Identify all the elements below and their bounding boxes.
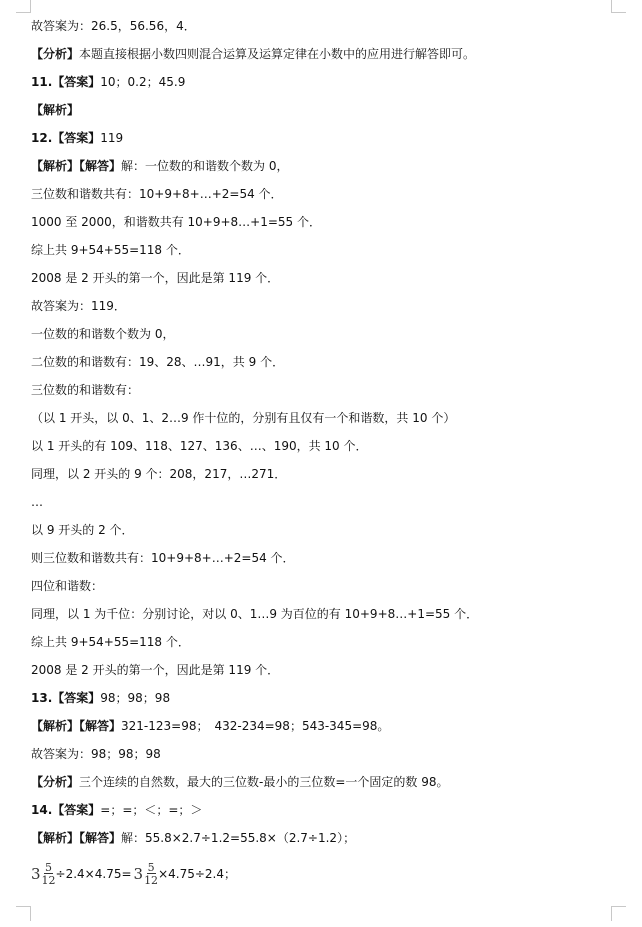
text-line bbox=[31, 298, 126, 314]
formula-text-2: ×4.75÷2.4； bbox=[158, 867, 236, 881]
line-text: 同理，以 2 开头的 9 个：208，217，…271． bbox=[31, 467, 287, 481]
heading-label: 12.【答案】 bbox=[31, 131, 101, 145]
text-line bbox=[31, 326, 174, 342]
line-text: 综上共 9+54+55=118 个． bbox=[31, 243, 190, 257]
line-text: 三位数的和谐数有： bbox=[31, 383, 140, 397]
fraction-denominator: 12 bbox=[144, 874, 159, 887]
line-text: 解：一位数的和谐数个数为 0， bbox=[121, 159, 289, 173]
line-text: 三个连续的自然数，最大的三位数-最小的三位数=一个固定的数 98。 bbox=[79, 775, 449, 789]
text-line bbox=[31, 746, 161, 762]
line-text: 二位数的和谐数有：19、28、…91，共 9 个． bbox=[31, 355, 285, 369]
text-line bbox=[31, 242, 190, 258]
line-text: =；=；＜；=；＞ bbox=[100, 803, 203, 817]
mixed-fraction-1 bbox=[31, 862, 56, 886]
line-text: 则三位数和谐数共有：10+9+8+…+2=54 个． bbox=[31, 551, 295, 565]
line-text: 解：55.8×2.7÷1.2=55.8×（2.7÷1.2）； bbox=[121, 831, 356, 845]
text-line bbox=[31, 214, 321, 230]
text-line bbox=[31, 522, 134, 538]
heading-label: 【解析】【解答】 bbox=[31, 159, 122, 173]
line-text: 2008 是 2 开头的第一个，因此是第 119 个． bbox=[31, 663, 280, 677]
fraction-denominator: 12 bbox=[41, 874, 56, 887]
text-line bbox=[31, 578, 103, 594]
text-line bbox=[31, 46, 475, 62]
text-line bbox=[31, 690, 170, 706]
line-text: 2008 是 2 开头的第一个，因此是第 119 个． bbox=[31, 271, 280, 285]
line-text: 一位数的和谐数个数为 0， bbox=[31, 327, 175, 341]
heading-label: 【解析】【解答】 bbox=[31, 831, 122, 845]
text-line bbox=[31, 634, 190, 650]
line-text: 10；0.2；45.9 bbox=[100, 75, 186, 89]
line-text: 同理，以 1 为千位：分别讨论，对以 0、1…9 为百位的有 10+9+8…+1=55 个． bbox=[31, 607, 479, 621]
text-line bbox=[31, 718, 389, 734]
mixed-whole: 3 bbox=[31, 865, 41, 883]
text-line bbox=[31, 774, 449, 790]
text-line bbox=[31, 354, 284, 370]
formula-line bbox=[31, 862, 236, 886]
line-text: … bbox=[31, 495, 43, 509]
line-text: 321-123=98； 432-234=98；543-345=98。 bbox=[121, 719, 390, 733]
text-line bbox=[31, 550, 295, 566]
fraction-numerator: 5 bbox=[45, 861, 53, 874]
line-text: 本题直接根据小数四则混合运算及运算定律在小数中的应用进行解答即可。 bbox=[79, 47, 476, 61]
text-line bbox=[31, 494, 43, 510]
line-text: 四位和谐数： bbox=[31, 579, 104, 593]
corner-mark-bottom-left bbox=[16, 906, 31, 921]
line-text: 三位数和谐数共有：10+9+8+…+2=54 个． bbox=[31, 187, 283, 201]
text-line bbox=[31, 410, 455, 426]
mixed-whole: 3 bbox=[133, 865, 144, 883]
line-text: 故答案为：98；98；98 bbox=[31, 747, 161, 761]
corner-mark-bottom-right bbox=[611, 906, 626, 921]
heading-label: 【分析】 bbox=[31, 47, 80, 61]
text-line bbox=[31, 382, 139, 398]
text-line bbox=[31, 102, 79, 118]
text-line bbox=[31, 606, 478, 622]
text-line bbox=[31, 186, 283, 202]
formula-text-1: ÷2.4×4.75= bbox=[55, 867, 132, 881]
heading-label: 14.【答案】 bbox=[31, 803, 101, 817]
corner-mark-top-left bbox=[16, 0, 31, 13]
text-line bbox=[31, 830, 355, 846]
line-text: 以 9 开头的 2 个． bbox=[31, 523, 134, 537]
line-text: （以 1 开头，以 0、1、2…9 作十位的，分别有且仅有一个和谐数，共 10 个） bbox=[31, 411, 456, 425]
line-text: 故答案为：26.5，56.56，4． bbox=[31, 19, 196, 33]
text-line bbox=[31, 130, 123, 146]
text-line bbox=[31, 802, 202, 818]
fraction-numerator: 5 bbox=[147, 861, 155, 874]
heading-label: 【解析】 bbox=[31, 103, 80, 117]
heading-label: 【分析】 bbox=[31, 775, 80, 789]
text-line bbox=[31, 270, 279, 286]
text-line bbox=[31, 18, 196, 34]
text-line bbox=[31, 158, 288, 174]
text-line bbox=[31, 438, 368, 454]
text-line bbox=[31, 74, 185, 90]
line-text: 1000 至 2000，和谐数共有 10+9+8…+1=55 个． bbox=[31, 215, 321, 229]
text-line bbox=[31, 662, 279, 678]
corner-mark-top-right bbox=[611, 0, 626, 13]
fraction bbox=[42, 862, 56, 886]
mixed-fraction-2 bbox=[134, 862, 159, 886]
line-text: 119 bbox=[100, 131, 124, 145]
line-text: 综上共 9+54+55=118 个． bbox=[31, 635, 190, 649]
heading-label: 【解析】【解答】 bbox=[31, 719, 122, 733]
line-text: 98；98；98 bbox=[100, 691, 171, 705]
text-line bbox=[31, 466, 286, 482]
fraction bbox=[144, 862, 158, 886]
heading-label: 11.【答案】 bbox=[31, 75, 101, 89]
line-text: 故答案为：119． bbox=[31, 299, 126, 313]
heading-label: 13.【答案】 bbox=[31, 691, 101, 705]
line-text: 以 1 开头的有 109、118、127、136、…、190，共 10 个． bbox=[31, 439, 368, 453]
